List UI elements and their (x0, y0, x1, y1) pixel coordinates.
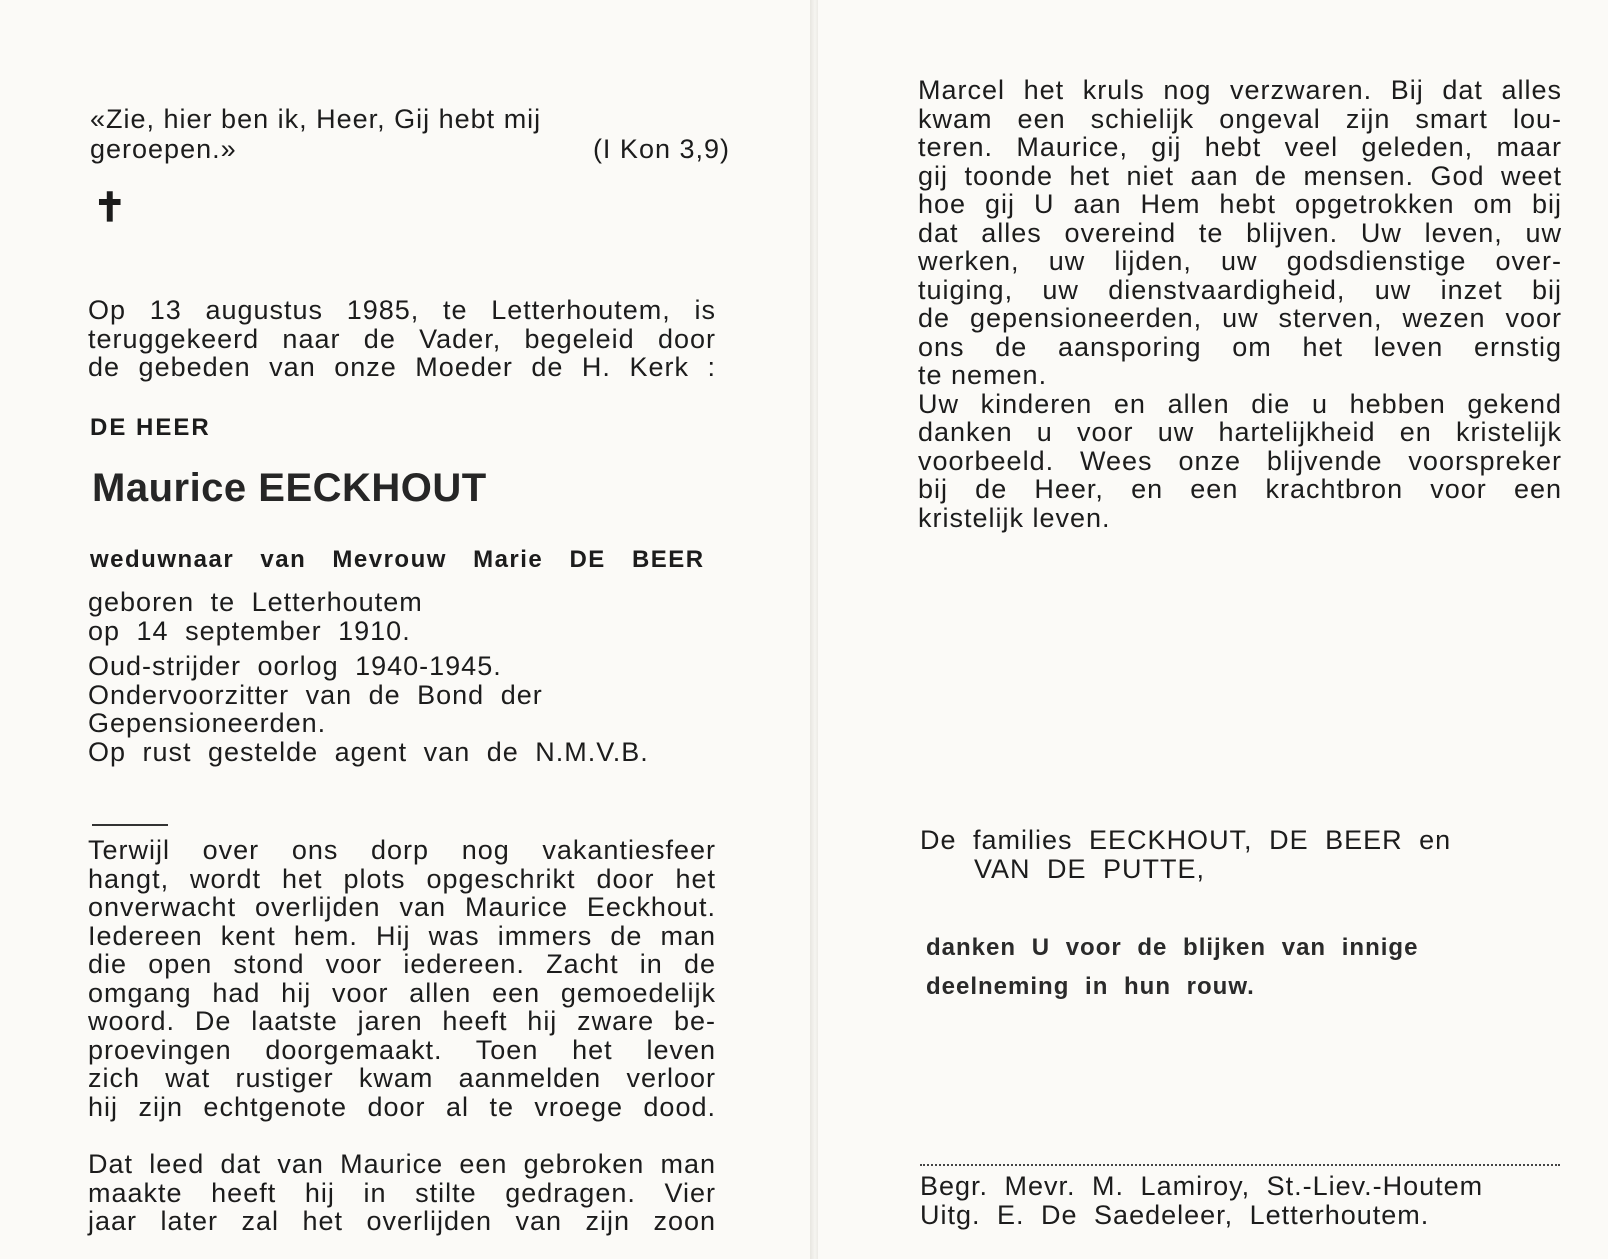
paragraph-line: die open stond voor iedereen. Zacht in de (88, 949, 716, 979)
divider-rule (92, 824, 168, 826)
paragraph-line: kwam een schielijk ongeval zijn smart lou- (918, 103, 1562, 134)
paragraph-line: te nemen. (918, 360, 1048, 390)
intro-line: Op 13 augustus 1985, te Letterhoutem, is (88, 295, 716, 325)
birth-line: geboren te Letterhoutem (88, 587, 423, 617)
paragraph-line: hij zijn echtgenote door al te vroege dood. (88, 1091, 716, 1122)
paragraph-line: hangt, wordt het plots opgeschrikt door het (88, 863, 716, 894)
career-line: Ondervoorzitter van de Bond der (88, 679, 543, 710)
paragraph-line: Iedereen kent hem. Hij was immers de man (88, 920, 716, 951)
paragraph-line: Dat leed dat van Maurice een gebroken man (88, 1149, 716, 1179)
paragraph-line: onverwacht overlijden van Maurice Eeckhout. (88, 892, 716, 922)
career-line: Oud-strijder oorlog 1940-1945. (88, 651, 502, 681)
quote-line-2-text: geroepen.» (90, 134, 237, 164)
credit-line: Uitg. E. De Saedeleer, Letterhoutem. (920, 1200, 1430, 1230)
paragraph-line: bij de Heer, en een krachtbron voor een (918, 474, 1562, 504)
paragraph-line: woord. De laatste jaren heeft hij zware be- (88, 1006, 716, 1036)
printer-credits (920, 1172, 1483, 1230)
widower-line: weduwnaar van Mevrouw Marie DE BEER (90, 546, 705, 573)
birth-line: op 14 september 1910. (88, 615, 411, 646)
salutation: DE HEER (90, 414, 211, 441)
paragraph-line: Marcel het kruls nog verzwaren. Bij dat alles (918, 75, 1562, 105)
paragraph-line: kristelijk leven. (918, 502, 1111, 533)
quote-reference: (I Kon 3,9) (592, 134, 730, 164)
career-line: Gepensioneerden. (88, 708, 327, 738)
paragraph-line: omgang had hij voor allen een gemoedelijk (88, 977, 716, 1008)
paragraph-line: Uw kinderen en allen die u hebben gekend (918, 388, 1562, 419)
bible-quote (90, 104, 730, 164)
quote-line-2 (90, 134, 730, 164)
paragraph-line: maakte heeft hij in stilte gedragen. Vier (88, 1177, 716, 1208)
paragraph-line: danken u voor uw hartelijkheid en kristelijk (918, 417, 1562, 447)
families-block (920, 826, 1451, 884)
paragraph-line: gij toonde het niet aan de mensen. God weet (918, 160, 1562, 191)
paragraph-line: zich wat rustiger kwam aanmelden verloor (88, 1063, 716, 1093)
thanks-line: deelneming in hun rouw. (926, 973, 1255, 1000)
memorial-paragraph-1 (88, 836, 716, 1121)
career-line: Op rust gestelde agent van de N.M.V.B. (88, 736, 649, 767)
paragraph-line: hoe gij U aan Hem hebt opgetrokken om bij (918, 189, 1562, 219)
paragraph-line: werken, uw lijden, uw godsdienstige over- (918, 246, 1562, 276)
memorial-paragraph-2 (88, 1150, 716, 1236)
intro-line: teruggekeerd naar de Vader, begeleid door (88, 323, 716, 354)
paragraph-line: voorbeeld. Wees onze blijvende voorspreker (918, 445, 1562, 476)
paragraph-line: de gepensioneerden, uw sterven, wezen voor (918, 303, 1562, 333)
families-line: De families EECKHOUT, DE BEER en (920, 825, 1452, 855)
career-info (88, 652, 728, 766)
paragraph-line: Terwijl over ons dorp nog vakantiesfeer (88, 835, 716, 865)
thanks-line: danken U voor de blijken van innige (926, 934, 1419, 961)
birth-info (88, 588, 548, 645)
intro-paragraph (88, 296, 716, 382)
quote-line-1: «Zie, hier ben ik, Heer, Gij hebt mij (90, 104, 542, 134)
families-line: VAN DE PUTTE, (974, 854, 1206, 884)
dotted-separator (920, 1164, 1560, 1166)
paragraph-line: tuiging, uw dienstvaardigheid, uw inzet bij (918, 274, 1562, 305)
paragraph-line: jaar later zal het overlijden van zijn zoon (88, 1206, 716, 1236)
deceased-name: Maurice EECKHOUT (92, 466, 487, 510)
paragraph-line: ons de aansporing om het leven ernstig (918, 331, 1562, 362)
memorial-paragraph-3 (918, 76, 1562, 532)
paragraph-line: proevingen doorgemaakt. Toen het leven (88, 1034, 716, 1065)
intro-line: de gebeden van onze Moeder de H. Kerk : (88, 352, 716, 382)
cross-icon: ✝ (93, 186, 127, 230)
paragraph-line: teren. Maurice, gij hebt veel geleden, maar (918, 132, 1562, 162)
paragraph-line: dat alles overeind te blijven. Uw leven, uw (918, 217, 1562, 248)
credit-line: Begr. Mevr. M. Lamiroy, St.-Liev.-Houtem (920, 1171, 1484, 1201)
thanks-block (926, 928, 1418, 1006)
